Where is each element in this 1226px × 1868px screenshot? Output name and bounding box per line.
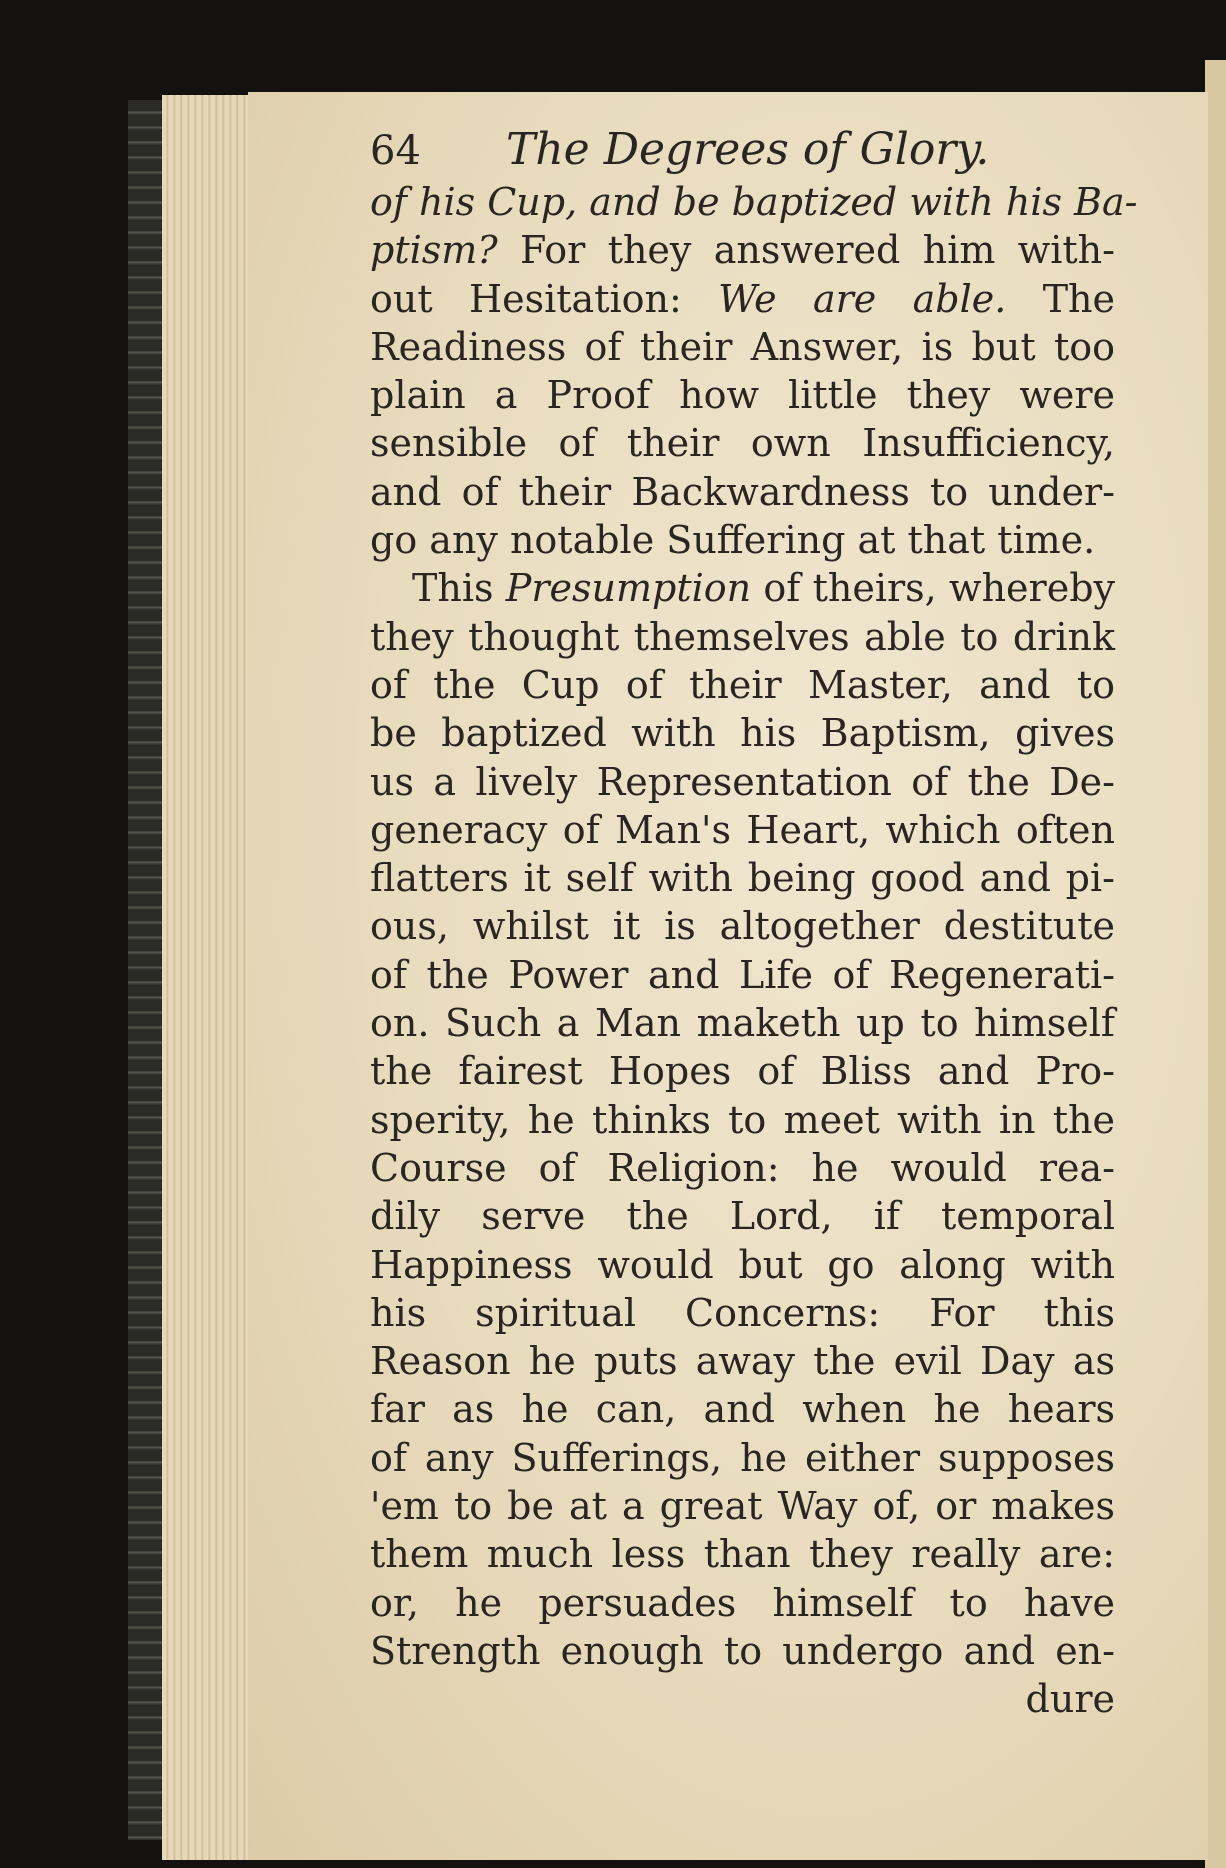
text-run: sensible of their own Insufficiency, bbox=[370, 421, 1115, 466]
text-line bbox=[370, 854, 1115, 902]
page-stack-edge bbox=[162, 95, 253, 1860]
italic-text: of his Cup, and be baptized with his Ba- bbox=[370, 180, 1138, 224]
text-line bbox=[370, 371, 1115, 419]
text-line bbox=[370, 709, 1115, 757]
text-line bbox=[370, 275, 1115, 323]
text-line bbox=[370, 661, 1115, 709]
text-run: go any notable Suffering at that time. bbox=[370, 518, 1096, 563]
text-line bbox=[370, 613, 1115, 661]
text-run: The bbox=[1006, 276, 1115, 321]
text-line bbox=[370, 1337, 1115, 1385]
text-line bbox=[370, 1627, 1115, 1675]
text-run: ous, whilst it is altogether destitute bbox=[370, 904, 1115, 949]
text-run: Strength enough to undergo and en- bbox=[370, 1628, 1115, 1673]
text-line bbox=[370, 1434, 1115, 1482]
text-run: his spiritual Concerns: For this bbox=[370, 1290, 1115, 1335]
catchword: dure bbox=[1025, 1677, 1115, 1722]
text-line bbox=[370, 1192, 1115, 1240]
text-run: dily serve the Lord, if temporal bbox=[370, 1194, 1115, 1239]
text-run: out Hesitation: bbox=[370, 276, 719, 321]
text-line bbox=[370, 999, 1115, 1047]
text-line bbox=[370, 758, 1115, 806]
text-line bbox=[370, 1289, 1115, 1337]
text-line bbox=[370, 178, 1138, 226]
text-line bbox=[370, 419, 1115, 467]
text-run: This bbox=[412, 566, 506, 611]
text-line bbox=[370, 1241, 1115, 1289]
text-run: be baptized with his Baptism, gives bbox=[370, 711, 1115, 756]
text-run: they thought themselves able to drink bbox=[370, 614, 1115, 659]
text-line bbox=[370, 1096, 1115, 1144]
text-line bbox=[370, 1144, 1115, 1192]
text-run: and of their Backwardness to under- bbox=[370, 469, 1115, 514]
text-run: them much less than they really are: bbox=[370, 1532, 1115, 1577]
text-line bbox=[370, 902, 1115, 950]
italic-text: Presumption bbox=[505, 566, 752, 611]
text-line bbox=[370, 1385, 1115, 1433]
text-run: of theirs, whereby bbox=[751, 566, 1115, 611]
italic-text: ptism? bbox=[370, 228, 498, 273]
text-run: on. Such a Man maketh up to himself bbox=[370, 1001, 1115, 1046]
page-header bbox=[370, 118, 1115, 178]
text-run: Reason he puts away the evil Day as bbox=[370, 1339, 1115, 1384]
text-line bbox=[370, 323, 1115, 371]
running-title: The Degrees of Glory. bbox=[506, 124, 990, 175]
text-run: of the Cup of their Master, and to bbox=[370, 662, 1115, 707]
text-run: Happiness would but go along with bbox=[370, 1242, 1115, 1287]
text-run: sperity, he thinks to meet with in the bbox=[370, 1097, 1115, 1142]
text-run: or, he persuades himself to have bbox=[370, 1580, 1115, 1625]
page-text bbox=[370, 118, 1138, 1723]
page-number: 64 bbox=[370, 128, 421, 174]
text-line bbox=[370, 468, 1115, 516]
text-line bbox=[370, 1047, 1115, 1095]
text-run: of the Power and Life of Regenerati- bbox=[370, 952, 1115, 997]
text-run: flatters it self with being good and pi- bbox=[370, 856, 1115, 901]
text-line bbox=[370, 1530, 1115, 1578]
text-run: Readiness of their Answer, is but too bbox=[370, 324, 1115, 369]
text-run: us a lively Representation of the De- bbox=[370, 759, 1115, 804]
text-line bbox=[370, 1579, 1115, 1627]
text-run: far as he can, and when he hears bbox=[370, 1387, 1115, 1432]
text-run: Course of Religion: he would rea- bbox=[370, 1145, 1115, 1190]
text-run: generacy of Man's Heart, which often bbox=[370, 807, 1115, 852]
text-line bbox=[370, 226, 1115, 274]
text-line bbox=[370, 1482, 1115, 1530]
text-run: 'em to be at a great Way of, or makes bbox=[370, 1484, 1115, 1529]
text-line bbox=[370, 564, 1115, 612]
text-run: of any Sufferings, he either supposes bbox=[370, 1435, 1115, 1480]
text-line bbox=[370, 951, 1115, 999]
text-run: For they answered him with- bbox=[497, 228, 1115, 273]
body-text bbox=[370, 178, 1138, 1675]
text-run: the fairest Hopes of Bliss and Pro- bbox=[370, 1049, 1115, 1094]
facing-page-edge bbox=[1205, 60, 1226, 1868]
text-run: plain a Proof how little they were bbox=[370, 373, 1115, 418]
text-line bbox=[370, 806, 1115, 854]
italic-text: We are able. bbox=[718, 276, 1007, 321]
text-line bbox=[370, 516, 1115, 564]
